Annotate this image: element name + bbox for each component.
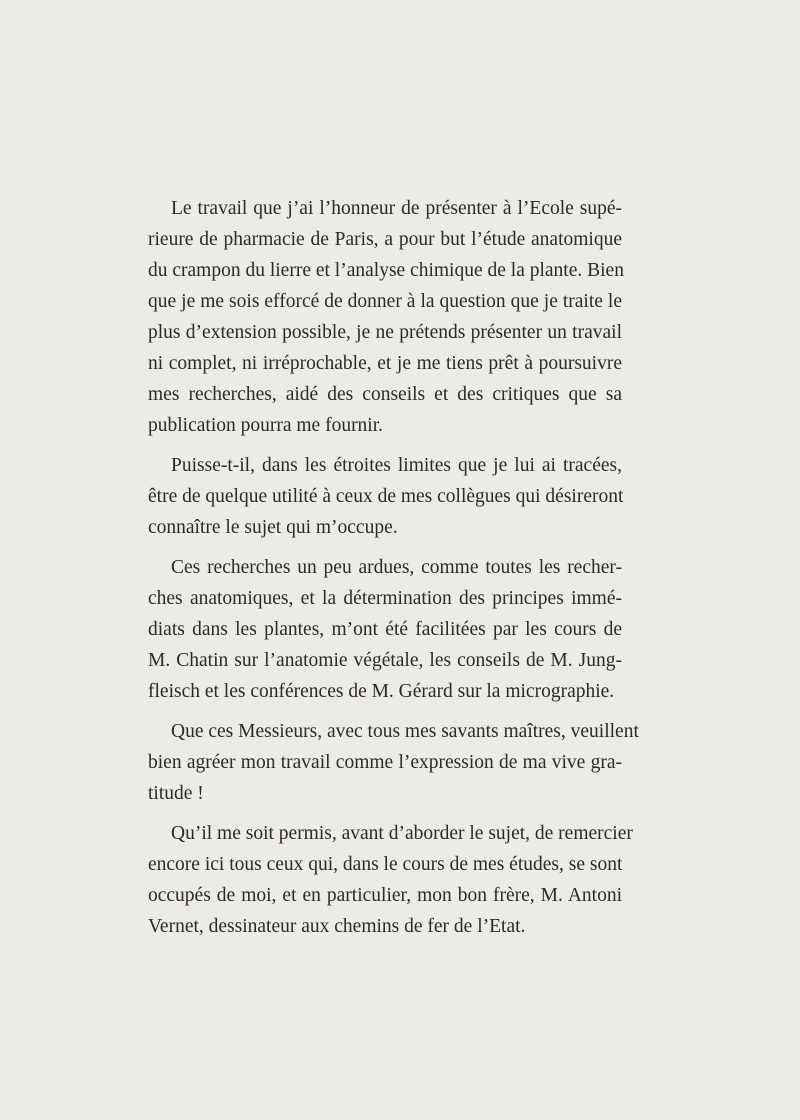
text-line: rieure de pharmacie de Paris, a pour but l’étude anatomique	[148, 229, 622, 250]
paragraph	[148, 193, 622, 441]
paragraph	[148, 552, 622, 707]
text-line: encore ici tous ceux qui, dans le cours de mes études, se sont	[148, 854, 623, 875]
text-line: publication pourra me fournir.	[148, 415, 384, 436]
paragraph	[148, 818, 633, 942]
text-line: occupés de moi, et en particulier, mon bon frère, M. Antoni	[148, 885, 622, 906]
text-line: Puisse-t-il, dans les étroites limites que je lui ai tracées,	[171, 455, 622, 476]
text-line: plus d’extension possible, je ne prétends présenter un travail	[148, 322, 622, 343]
text-line: Qu’il me soit permis, avant d’aborder le sujet, de remercier	[171, 823, 633, 844]
text-line: fleisch et les conférences de M. Gérard sur la micrographie.	[148, 681, 615, 702]
text-line: titude !	[148, 783, 204, 804]
text-line: diats dans les plantes, m’ont été facilitées par les cours de	[148, 619, 622, 640]
paragraph	[148, 716, 639, 809]
text-line: être de quelque utilité à ceux de mes collègues qui désireront	[148, 486, 624, 507]
text-line: connaître le sujet qui m’occupe.	[148, 517, 398, 538]
text-line: du crampon du lierre et l’analyse chimique de la plante. Bien	[148, 260, 624, 281]
paragraph	[148, 450, 622, 543]
text-line: Ces recherches un peu ardues, comme toutes les recher-	[171, 557, 622, 578]
text-line: Vernet, dessinateur aux chemins de fer de l’Etat.	[148, 916, 526, 937]
text-line: bien agréer mon travail comme l’expression de ma vive gra-	[148, 752, 622, 773]
text-line: ni complet, ni irréprochable, et je me tiens prêt à poursuivre	[148, 353, 622, 374]
body-text	[148, 193, 639, 942]
text-line: que je me sois efforcé de donner à la question que je traite le	[148, 291, 622, 312]
text-line: Que ces Messieurs, avec tous mes savants maîtres, veuillent	[171, 721, 639, 742]
text-line: Le travail que j’ai l’honneur de présenter à l’Ecole supé-	[171, 198, 622, 219]
text-line: ches anatomiques, et la détermination des principes immé-	[148, 588, 622, 609]
text-line: mes recherches, aidé des conseils et des critiques que sa	[148, 384, 622, 405]
text-line: M. Chatin sur l’anatomie végétale, les conseils de M. Jung-	[148, 650, 622, 671]
